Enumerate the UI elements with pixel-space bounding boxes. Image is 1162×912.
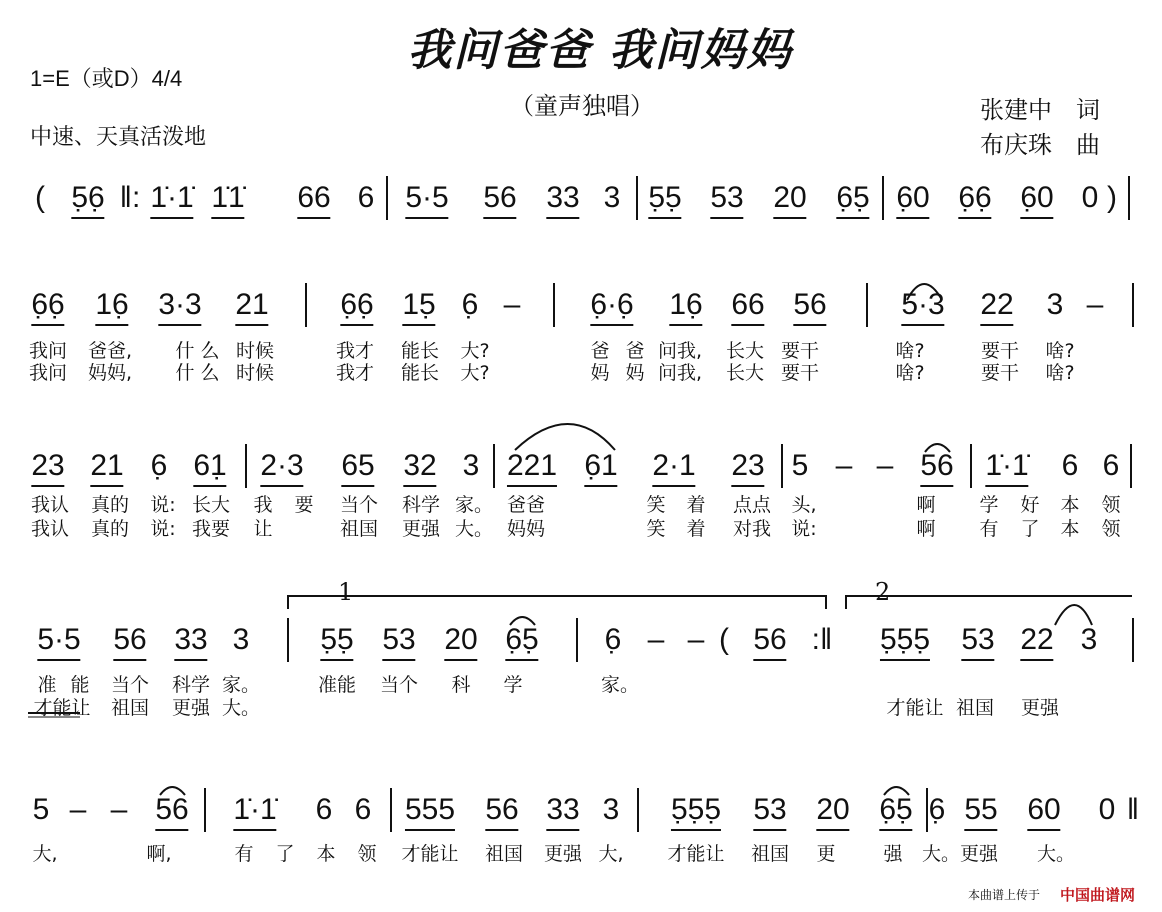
- note-group: 1̇·1̇: [233, 792, 276, 831]
- note-group: 56: [753, 622, 786, 661]
- note-group: 6: [1102, 449, 1120, 482]
- note-group: 6̣5̣: [879, 792, 912, 831]
- lyric-syllable: 才能让: [33, 697, 91, 719]
- note-group: 53: [382, 622, 415, 661]
- lyric-syllable: 对我: [732, 518, 772, 540]
- lyric-syllable: 我才: [335, 340, 375, 362]
- lyric-syllable: 啊: [916, 518, 936, 540]
- lyric-syllable: 学: [979, 494, 999, 516]
- song-title: 我问爸爸 我问妈妈: [407, 25, 793, 76]
- note-group: 32: [403, 448, 436, 487]
- lyric-syllable: 问我,: [657, 340, 703, 362]
- note-group: 2·3: [260, 448, 303, 487]
- lyric-syllable: 祖国: [955, 697, 995, 719]
- note-group: 33: [174, 622, 207, 661]
- lyric-syllable: 更强: [1020, 697, 1060, 719]
- note-group: 56: [920, 448, 953, 487]
- note-group: 53: [961, 622, 994, 661]
- note-group: 6̣5̣: [505, 622, 538, 661]
- lyric-syllable: 祖国: [339, 518, 379, 540]
- lyric-syllable: 当个: [110, 674, 150, 696]
- lyric-syllable: 爸: [625, 340, 645, 362]
- notation-symbol: –: [503, 288, 521, 321]
- lyric-syllable: 才能让: [667, 843, 725, 865]
- note-group: 6̣0: [1020, 180, 1053, 219]
- lyric-syllable: 我: [253, 494, 273, 516]
- note-group: 5: [32, 793, 50, 826]
- lyric-syllable: 什: [175, 340, 195, 362]
- lyric-syllable: 真的: [90, 494, 130, 516]
- lyric-syllable: 家。: [221, 674, 261, 696]
- lyric-syllable: 要干: [780, 362, 820, 384]
- lyric-syllable: 领: [1101, 494, 1121, 516]
- note-group: 3: [1046, 288, 1064, 321]
- note-group: 22: [1020, 622, 1053, 661]
- lyric-syllable: 大。: [454, 518, 494, 540]
- lyric-syllable: 么: [200, 362, 220, 384]
- lyric-syllable: 我要: [191, 518, 231, 540]
- note-group: 6̣: [461, 288, 479, 321]
- lyric-syllable: 本: [1060, 518, 1080, 540]
- notation-symbol: –: [110, 793, 128, 826]
- lyric-syllable: 爸爸,: [87, 340, 133, 362]
- tempo-marking: 中速、天真活泼地: [30, 124, 207, 149]
- note-group: 6̣·6̣: [590, 287, 633, 326]
- note-group: 5̣5̣5̣: [671, 792, 721, 831]
- lyric-syllable: 能长: [400, 362, 440, 384]
- slur: [1055, 605, 1092, 625]
- lyric-syllable: 啥?: [895, 340, 925, 362]
- note-group: 16̣: [95, 287, 128, 326]
- lyric-syllable: 更: [816, 843, 836, 865]
- note-group: 5·5: [405, 180, 448, 219]
- lyric-syllable: 当个: [339, 494, 379, 516]
- note-group: 6: [357, 181, 375, 214]
- note-group: 66: [731, 287, 764, 326]
- lyric-syllable: 长大: [725, 362, 765, 384]
- lyric-syllable: 本: [1060, 494, 1080, 516]
- lyric-syllable: 科学: [401, 494, 441, 516]
- lyric-syllable: 要: [294, 494, 314, 516]
- lyric-syllable: 准: [37, 674, 57, 696]
- notation-symbol: ): [1107, 181, 1117, 214]
- lyric-syllable: 啊,: [146, 843, 172, 865]
- note-group: 20: [773, 180, 806, 219]
- note-group: 1̇1̇: [211, 180, 244, 219]
- volta-number: 2: [875, 578, 891, 606]
- lyric-syllable: 妈妈: [506, 518, 546, 540]
- lyric-syllable: 领: [357, 843, 377, 865]
- notation-symbol: –: [1086, 288, 1104, 321]
- lyric-syllable: 学: [503, 674, 523, 696]
- lyric-syllable: 啥?: [1045, 362, 1075, 384]
- lyric-syllable: 我认: [30, 494, 70, 516]
- note-group: 6̣0: [896, 180, 929, 219]
- lyric-syllable: 么: [200, 340, 220, 362]
- notation-symbol: ‖: [1126, 793, 1140, 826]
- lyric-syllable: 长大: [725, 340, 765, 362]
- note-group: 21: [90, 448, 123, 487]
- note-group: 33: [546, 180, 579, 219]
- note-group: 5̣6̣: [71, 180, 104, 219]
- subtitle: （童声独唱）: [510, 93, 654, 120]
- lyric-syllable: 时候: [235, 340, 275, 362]
- note-group: 5·5: [37, 622, 80, 661]
- lyric-syllable: 家。: [454, 494, 494, 516]
- lyric-syllable: 我才: [335, 362, 375, 384]
- volta-number: 1: [338, 578, 354, 606]
- lyric-syllable: 更强: [401, 518, 441, 540]
- lyric-syllable: 好: [1020, 494, 1040, 516]
- lyric-syllable: 爸: [590, 340, 610, 362]
- note-group: 16̣: [669, 287, 702, 326]
- note-group: 56: [483, 180, 516, 219]
- lyric-syllable: 爸爸: [506, 494, 546, 516]
- note-group: 20: [444, 622, 477, 661]
- lyric-syllable: 妈: [625, 362, 645, 384]
- note-group: 2·1: [652, 448, 695, 487]
- note-group: 60: [1027, 792, 1060, 831]
- notation-symbol: (: [35, 181, 45, 214]
- note-group: 1̇·1̇: [150, 180, 193, 219]
- note-group: 6̣: [150, 449, 168, 482]
- note-group: 5·3: [901, 287, 944, 326]
- lyric-syllable: 强: [883, 843, 903, 865]
- lyric-syllable: 时候: [235, 362, 275, 384]
- slur: [907, 284, 942, 300]
- lyric-syllable: 妈妈,: [87, 362, 133, 384]
- slur: [884, 787, 909, 795]
- notation-symbol: –: [647, 623, 665, 656]
- lyric-syllable: 头,: [791, 494, 817, 516]
- site-logo: 中国曲谱网: [1060, 887, 1136, 904]
- note-group: 61̣: [193, 448, 226, 487]
- note-group: 6: [354, 793, 372, 826]
- lyric-syllable: 准能: [317, 674, 357, 696]
- note-group: 3: [602, 793, 620, 826]
- lyric-syllable: 大,: [598, 843, 624, 865]
- lyric-syllable: 祖国: [750, 843, 790, 865]
- lyric-syllable: 能长: [400, 340, 440, 362]
- note-group: 3: [603, 181, 621, 214]
- note-group: 0: [1098, 793, 1116, 826]
- note-group: 33: [546, 792, 579, 831]
- lyric-syllable: 更强: [171, 697, 211, 719]
- lyric-syllable: 长大: [191, 494, 231, 516]
- note-group: 3·3: [158, 287, 201, 326]
- note-group: 555: [405, 792, 455, 831]
- lyric-syllable: 要干: [980, 362, 1020, 384]
- note-group: 221: [507, 448, 557, 487]
- slur: [925, 444, 950, 452]
- lyric-syllable: 大?: [460, 340, 490, 362]
- lyric-syllable: 让: [253, 518, 273, 540]
- lyric-syllable: 着: [686, 518, 706, 540]
- note-group: 53: [753, 792, 786, 831]
- lyric-syllable: 祖国: [484, 843, 524, 865]
- lyric-syllable: 有: [979, 518, 999, 540]
- note-group: 56: [793, 287, 826, 326]
- note-group: 6̣6̣: [340, 287, 373, 326]
- note-group: 21: [235, 287, 268, 326]
- lyric-syllable: 我问: [28, 362, 68, 384]
- lyric-syllable: 才能让: [886, 697, 944, 719]
- lyric-syllable: 大,: [32, 843, 58, 865]
- upload-note: 本曲谱上传于: [968, 888, 1041, 902]
- notation-symbol: –: [687, 623, 705, 656]
- lyric-syllable: 科学: [171, 674, 211, 696]
- note-group: 66: [297, 180, 330, 219]
- lyric-syllable: 啥?: [1045, 340, 1075, 362]
- note-group: 1̇·1̇: [985, 448, 1028, 487]
- notation-symbol: (: [719, 623, 729, 656]
- note-group: 55: [964, 792, 997, 831]
- lyric-syllable: 妈: [590, 362, 610, 384]
- lyric-syllable: 什: [175, 362, 195, 384]
- notation-symbol: –: [835, 449, 853, 482]
- lyric-syllable: 笑: [646, 518, 666, 540]
- note-group: 23: [731, 448, 764, 487]
- lyric-syllable: 要干: [780, 340, 820, 362]
- note-group: 5̣5̣: [320, 622, 353, 661]
- lyric-syllable: 大。: [221, 697, 261, 719]
- note-group: 6̣6̣: [31, 287, 64, 326]
- lyric-syllable: 能: [70, 674, 90, 696]
- lyric-syllable: 大。更强: [921, 843, 999, 865]
- note-group: 5̣5̣5̣: [880, 622, 930, 661]
- notation-symbol: ‖:: [119, 181, 141, 214]
- lyric-syllable: 要干: [980, 340, 1020, 362]
- lyric-syllable: 更强: [543, 843, 583, 865]
- lyric-syllable: 笑: [646, 494, 666, 516]
- lyric-syllable: 当个: [379, 674, 419, 696]
- lyric-syllable: 才能让: [401, 843, 459, 865]
- note-group: 6̣: [604, 623, 622, 656]
- slur: [160, 787, 185, 795]
- notation-symbol: –: [876, 449, 894, 482]
- note-group: 3: [462, 449, 480, 482]
- note-group: 15̣: [402, 287, 435, 326]
- note-group: 56: [155, 792, 188, 831]
- note-group: 6: [1061, 449, 1079, 482]
- lyric-syllable: 大?: [460, 362, 490, 384]
- lyric-syllable: 大。: [1036, 843, 1076, 865]
- lyric-syllable: 科: [451, 674, 471, 696]
- note-group: 6̣6̣: [958, 180, 991, 219]
- lyric-syllable: 家。: [600, 674, 640, 696]
- note-group: 20: [816, 792, 849, 831]
- slur: [510, 617, 535, 625]
- note-group: 0: [1081, 181, 1099, 214]
- note-group: 6: [315, 793, 333, 826]
- composer-credit: 布庆珠 曲: [980, 132, 1100, 159]
- note-group: 23: [31, 448, 64, 487]
- notation-symbol: :‖: [811, 623, 833, 656]
- lyric-syllable: 我问: [28, 340, 68, 362]
- lyric-syllable: 点点: [732, 494, 772, 516]
- lyric-syllable: 我认: [30, 518, 70, 540]
- note-group: 53: [710, 180, 743, 219]
- note-group: 5: [791, 449, 809, 482]
- lyric-syllable: 啥?: [895, 362, 925, 384]
- note-group: 3: [232, 623, 250, 656]
- note-group: 56: [113, 622, 146, 661]
- lyric-syllable: 有: [234, 843, 254, 865]
- notation-symbol: –: [69, 793, 87, 826]
- note-group: 22: [980, 287, 1013, 326]
- lyric-syllable: 说:: [150, 518, 176, 540]
- lyric-syllable: 祖国: [110, 697, 150, 719]
- note-group: 65: [341, 448, 374, 487]
- note-group: 6̣5̣: [836, 180, 869, 219]
- note-group: 56: [485, 792, 518, 831]
- lyric-syllable: 问我,: [657, 362, 703, 384]
- key-signature: 1=E（或D）4/4: [30, 66, 183, 91]
- lyric-syllable: 说:: [150, 494, 176, 516]
- lyric-syllable: 了: [1020, 518, 1040, 540]
- lyric-syllable: 本: [316, 843, 336, 865]
- lyric-syllable: 真的: [90, 518, 130, 540]
- lyric-syllable: 啊: [916, 494, 936, 516]
- lyric-syllable: 领: [1101, 518, 1121, 540]
- note-group: 3: [1080, 623, 1098, 656]
- slur: [515, 424, 615, 450]
- note-group: 6̣1: [584, 448, 617, 487]
- lyric-syllable: 了: [275, 843, 295, 865]
- lyric-syllable: 说:: [791, 518, 817, 540]
- note-group: 5̣5̣: [648, 180, 681, 219]
- lyricist-credit: 张建中 词: [980, 97, 1100, 124]
- lyric-syllable: 着: [686, 494, 706, 516]
- note-group: 6̣: [928, 793, 946, 826]
